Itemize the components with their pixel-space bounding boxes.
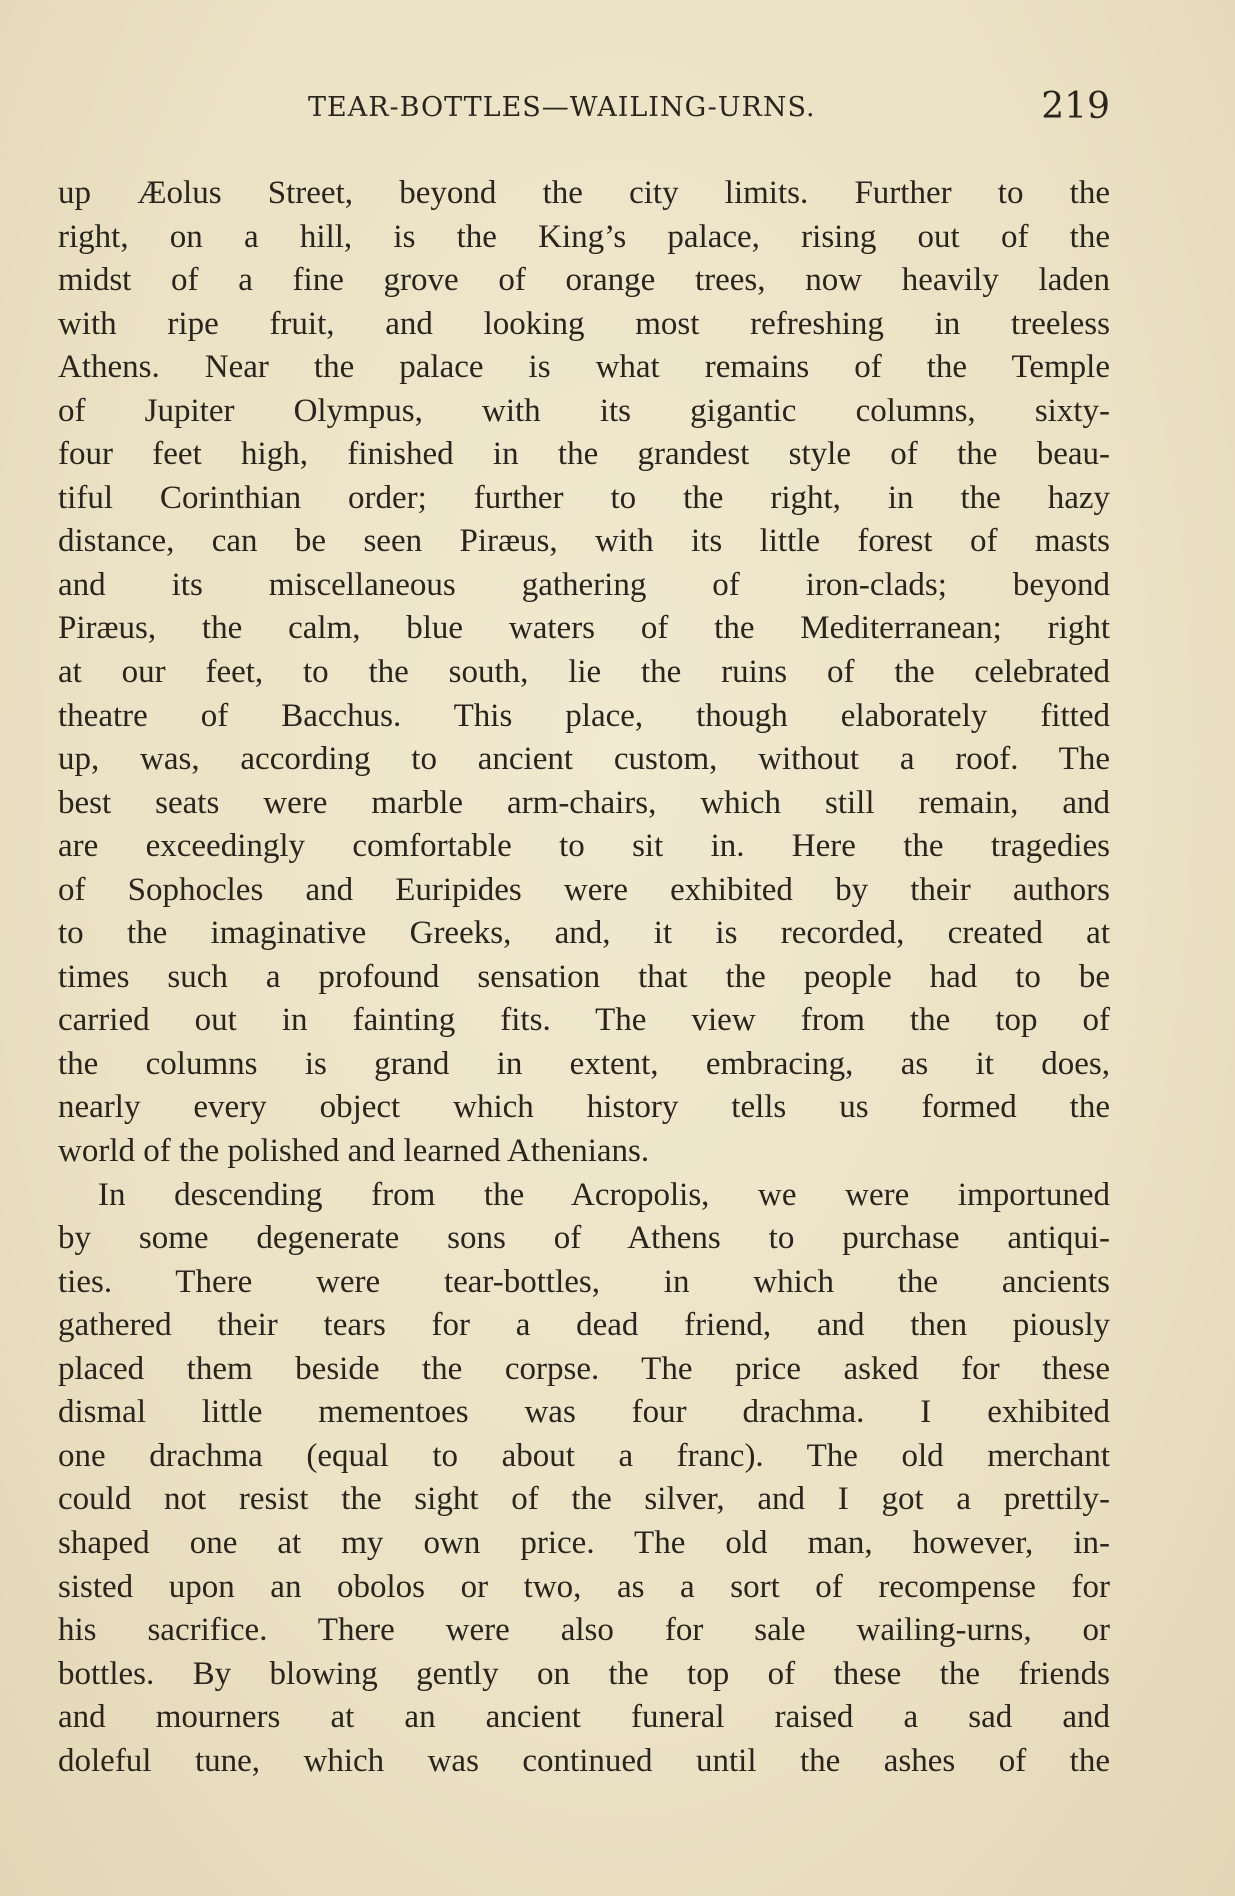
text-line: and its miscellaneous gathering of iron-clads; beyond xyxy=(58,566,1110,603)
text-line: of Jupiter Olympus, with its gigantic columns, sixty- xyxy=(58,392,1110,429)
text-line: right, on a hill, is the King’s palace, rising out of the xyxy=(58,218,1110,255)
text-line: carried out in fainting fits. The view from the top of xyxy=(58,1002,1110,1039)
body-text xyxy=(58,172,1110,1783)
page-number: 219 xyxy=(1041,86,1110,127)
text-line: his sacrifice. There were also for sale wailing-urns, or xyxy=(58,1612,1110,1649)
text-line: at our feet, to the south, lie the ruins of the celebrated xyxy=(58,654,1110,691)
text-line: could not resist the sight of the silver, and I got a prettily- xyxy=(58,1481,1110,1518)
text-line: sisted upon an obolos or two, as a sort of recompense for xyxy=(58,1568,1110,1605)
text-line: with ripe fruit, and looking most refreshing in treeless xyxy=(58,305,1110,342)
text-line: best seats were marble arm-chairs, which still remain, and xyxy=(58,784,1110,821)
text-line: bottles. By blowing gently on the top of these the friends xyxy=(58,1655,1110,1692)
text-line: midst of a fine grove of orange trees, now heavily laden xyxy=(58,262,1110,299)
text-line: by some degenerate sons of Athens to purchase antiqui- xyxy=(58,1220,1110,1257)
text-line: ties. There were tear-bottles, in which the ancients xyxy=(58,1263,1110,1300)
text-line: four feet high, finished in the grandest style of the beau- xyxy=(58,436,1110,473)
page-header xyxy=(58,86,1110,134)
text-line: times such a profound sensation that the people had to be xyxy=(58,958,1110,995)
text-line: shaped one at my own price. The old man, however, in- xyxy=(58,1524,1110,1561)
text-line: up, was, according to ancient custom, without a roof. The xyxy=(58,741,1110,778)
text-line: of Sophocles and Euripides were exhibited by their authors xyxy=(58,871,1110,908)
text-line: tiful Corinthian order; further to the right, in the hazy xyxy=(58,479,1110,516)
text-line: placed them beside the corpse. The price asked for these xyxy=(58,1350,1110,1387)
text-line: and mourners at an ancient funeral raised a sad and xyxy=(58,1699,1110,1736)
text-line: one drachma (equal to about a franc). The old merchant xyxy=(58,1437,1110,1474)
running-head: TEAR-BOTTLES—WAILING-URNS. xyxy=(308,92,816,123)
text-line: In descending from the Acropolis, we were importuned xyxy=(98,1176,1110,1213)
text-line: Piræus, the calm, blue waters of the Mediterranean; right xyxy=(58,610,1110,647)
text-line: theatre of Bacchus. This place, though elaborately fitted xyxy=(58,697,1110,734)
text-line: are exceedingly comfortable to sit in. Here the tragedies xyxy=(58,828,1110,865)
text-line: the columns is grand in extent, embracing, as it does, xyxy=(58,1045,1110,1082)
text-line: world of the polished and learned Athenians. xyxy=(58,1133,650,1170)
text-line: dismal little mementoes was four drachma. I exhibited xyxy=(58,1394,1110,1431)
text-line: Athens. Near the palace is what remains of the Temple xyxy=(58,349,1110,386)
text-line: distance, can be seen Piræus, with its little forest of masts xyxy=(58,523,1110,560)
text-line: doleful tune, which was continued until the ashes of the xyxy=(58,1742,1110,1779)
text-line: nearly every object which history tells us formed the xyxy=(58,1089,1110,1126)
text-line: up Æolus Street, beyond the city limits. Further to the xyxy=(58,175,1110,211)
text-line: to the imaginative Greeks, and, it is recorded, created at xyxy=(58,915,1110,952)
text-line: gathered their tears for a dead friend, and then piously xyxy=(58,1307,1110,1344)
